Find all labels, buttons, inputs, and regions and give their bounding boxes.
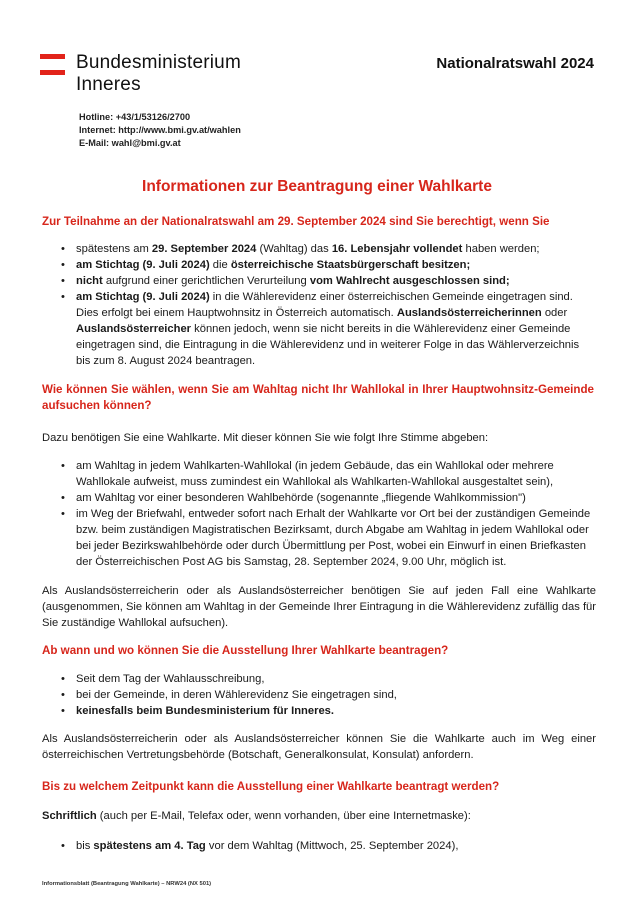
document-title: Informationen zur Beantragung einer Wahlkarte (142, 178, 492, 195)
logo-flag-middle (40, 62, 65, 67)
deadline-list (58, 838, 596, 854)
election-title: Nationalratswahl 2024 (436, 55, 594, 72)
section2-heading: Wie können Sie wählen, wenn Sie am Wahltag nicht Ihr Wahllokal in Ihrer Hauptwohnsitz-Gemeinde aufsuchen können? (42, 383, 594, 412)
section4-heading: Bis zu welchem Zeitpunkt kann die Ausstellung einer Wahlkarte beantragt werden? (42, 780, 500, 793)
list-item: • am Wahltag vor einer besonderen Wahlbehörde (sogenannte „fliegende Wahlkommission") (58, 490, 596, 506)
list-item: • am Stichtag (9. Juli 2024) die österreichische Staatsbürgerschaft besitzen; (58, 257, 596, 273)
list-item: • nicht aufgrund einer gerichtlichen Verurteilung vom Wahlrecht ausgeschlossen sind; (58, 273, 596, 289)
section1-heading: Zur Teilnahme an der Nationalratswahl am 29. September 2024 sind Sie berechtigt, wenn Sie (42, 215, 550, 228)
section2-outro: Als Auslandsösterreicherin oder als Auslandsösterreicher benötigen Sie auf jeden Fall eine Wahlkarte (ausgenommen, Sie können am Wahltag in der Gemeinde Ihrer Eintragung in die Wählerevidenz zufällig das für Sie zuständige Wahllokal aufsuchen). (42, 585, 596, 629)
email-link[interactable]: E-Mail: wahl@bmi.gv.at (79, 138, 181, 148)
ministry-name (76, 52, 241, 96)
list-item: • keinesfalls beim Bundesministerium für Inneres. (58, 703, 596, 719)
list-item: • bis spätestens am 4. Tag vor dem Wahltag (Mittwoch, 25. September 2024), (58, 838, 596, 854)
ministry-line-1: Bundesministerium (76, 52, 241, 73)
section3-heading: Ab wann und wo können Sie die Ausstellung Ihrer Wahlkarte beantragen? (42, 644, 449, 657)
internet-link[interactable]: Internet: http://www.bmi.gv.at/wahlen (79, 125, 241, 135)
hotline: Hotline: +43/1/53126/2700 (79, 112, 191, 122)
list-item: • Seit dem Tag der Wahlausschreibung, (58, 671, 596, 687)
section2-intro: Dazu benötigen Sie eine Wahlkarte. Mit dieser können Sie wie folgt Ihre Stimme abgeben: (42, 432, 489, 444)
logo-flag-top (40, 54, 65, 59)
section4-intro: Schriftlich (auch per E-Mail, Telefax oder, wenn vorhanden, über eine Internetmaske): (42, 810, 471, 822)
list-item: • am Stichtag (9. Juli 2024) in die Wählerevidenz einer österreichischen Gemeinde eingetragen sind. Dies erfolgt bei einem Hauptwohnsitz in Österreich automatisch. Auslandsösterreicherinnen oder Auslandsösterreicher können jedoch, wenn sie nicht bereits in die Wählerevidenz einer Gemeinde eingetragen sind, die Eintragung in die Wählerevidenz und in weiterer Folge in das Wählerverzeichnis bis zum 8. August 2024 beantragen. (58, 289, 596, 369)
list-item: • im Weg der Briefwahl, entweder sofort nach Erhalt der Wahlkarte vor Ort bei der zuständigen Gemeinde bzw. beim zuständigen Magistratischen Bezirksamt, durch Abgabe am Wahltag in jedem Wahllokal oder bei jeder Bezirkswahlbehörde oder durch Übermittlung per Post, wobei ein Einwurf in einen Briefkasten der Österreichischen Post AG bis Samstag, 28. September 2024, 9.00 Uhr, möglich ist. (58, 506, 596, 570)
eligibility-list (58, 241, 596, 369)
logo-flag-bottom (40, 70, 65, 75)
list-item: • spätestens am 29. September 2024 (Wahltag) das 16. Lebensjahr vollendet haben werden; (58, 241, 596, 257)
contact-block (79, 111, 241, 150)
footer-note: Informationsblatt (Beantragung Wahlkarte) – NRW24 (NX 501) (42, 881, 212, 887)
list-item: • am Wahltag in jedem Wahlkarten-Wahllokal (in jedem Gebäude, das ein Wahllokal oder mehrere Wahllokale aufweist, muss zumindest ein Wahllokal als Wahlkarten-Wahllokal ausgestaltet sein), (58, 458, 596, 490)
application-place-list (58, 671, 596, 719)
voting-options-list (58, 458, 596, 570)
list-item: • bei der Gemeinde, in deren Wählerevidenz Sie eingetragen sind, (58, 687, 596, 703)
section3-outro: Als Auslandsösterreicherin oder als Auslandsösterreicher können Sie die Wahlkarte auch im Weg einer österreichischen Vertretungsbehörde (Botschaft, Generalkonsulat, Konsulat) anfordern. (42, 733, 596, 761)
ministry-line-2: Inneres (76, 74, 141, 95)
